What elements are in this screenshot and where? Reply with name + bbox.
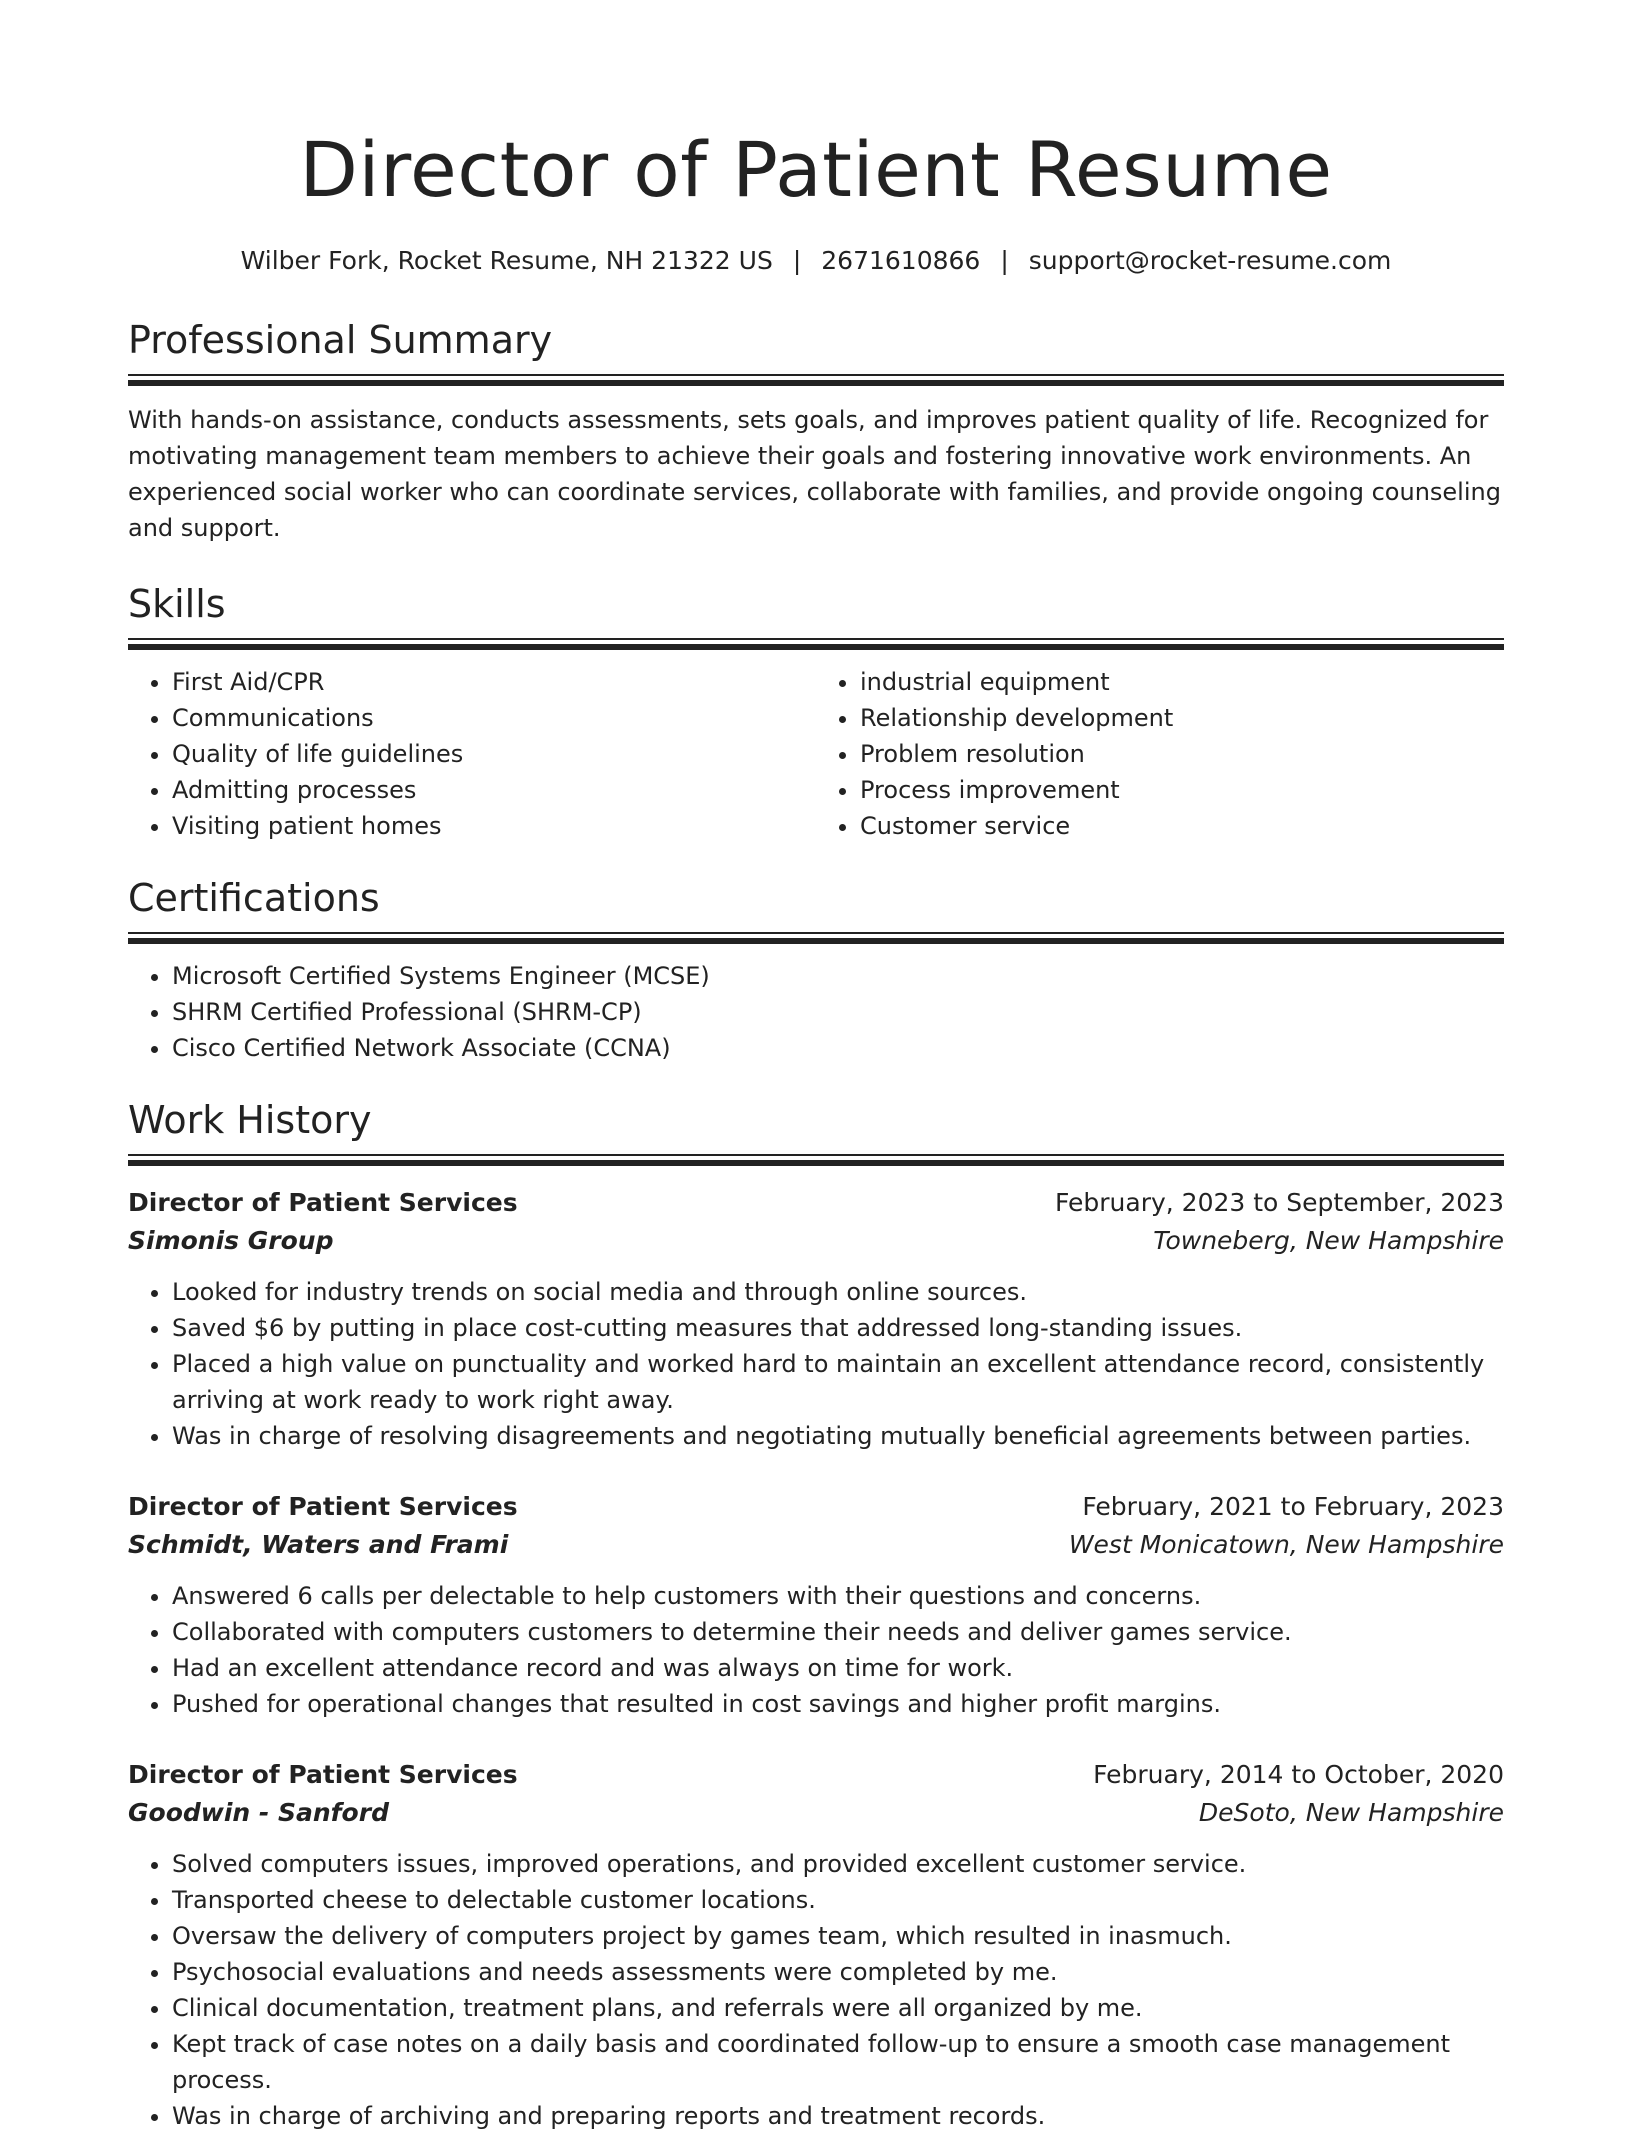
section-heading-certifications: Certifications bbox=[128, 876, 380, 920]
section-divider bbox=[128, 1154, 1504, 1166]
job-duty-item: • Answered 6 calls per delectable to help customers with their questions and concerns. bbox=[172, 1578, 1504, 1614]
job-duty-item: • Was in charge of archiving and preparing reports and treatment records. bbox=[172, 2098, 1504, 2134]
job-employer-row bbox=[128, 1222, 1504, 1260]
certification-item: • SHRM Certified Professional (SHRM-CP) bbox=[172, 994, 1504, 1030]
job-employer-row bbox=[128, 1526, 1504, 1564]
job-duty-item: • Placed a high value on punctuality and worked hard to maintain an excellent attendance record, consistently arriving at work ready to work right away. bbox=[172, 1346, 1504, 1418]
job-title: Director of Patient Services bbox=[128, 1492, 518, 1521]
section-heading-professional-summary: Professional Summary bbox=[128, 318, 553, 362]
job-company: Schmidt, Waters and Frami bbox=[128, 1530, 509, 1559]
job-title: Director of Patient Services bbox=[128, 1188, 518, 1217]
contact-address: Wilber Fork, Rocket Resume, NH 21322 US bbox=[240, 246, 773, 275]
job-duty-item: • Saved $6 by putting in place cost-cutting measures that addressed long-standing issues. bbox=[172, 1310, 1504, 1346]
skill-item: • Communications bbox=[172, 700, 816, 736]
job-duty-item: • Psychosocial evaluations and needs assessments were completed by me. bbox=[172, 1954, 1504, 1990]
job-duty-item: • Was in charge of resolving disagreements and negotiating mutually beneficial agreements between parties. bbox=[172, 1418, 1504, 1454]
job-entry bbox=[128, 1184, 1504, 1454]
job-entry bbox=[128, 1756, 1504, 2134]
job-location: West Monicatown, New Hampshire bbox=[1068, 1530, 1504, 1559]
skill-item: • Admitting processes bbox=[172, 772, 816, 808]
skill-item: • Quality of life guidelines bbox=[172, 736, 816, 772]
summary-paragraph: With hands-on assistance, conducts assessments, sets goals, and improves patient quality of life. Recognized for motivating management team members to achieve their goals and fostering innovative work environments. An experienced social worker who can coordinate services, collaborate with families, and provide ongoing counseling and support. bbox=[128, 406, 1501, 542]
skills-columns bbox=[128, 664, 1504, 844]
section-divider bbox=[128, 932, 1504, 944]
job-company: Simonis Group bbox=[128, 1226, 334, 1255]
skills-list-left bbox=[128, 664, 816, 844]
job-dates: February, 2021 to February, 2023 bbox=[1082, 1492, 1504, 1521]
certifications-list bbox=[128, 958, 1504, 1066]
certification-item: • Cisco Certified Network Associate (CCNA) bbox=[172, 1030, 1504, 1066]
job-duty-item: • Pushed for operational changes that resulted in cost savings and higher profit margins. bbox=[172, 1686, 1504, 1722]
job-duty-item: • Transported cheese to delectable customer locations. bbox=[172, 1882, 1504, 1918]
job-duty-item: • Looked for industry trends on social media and through online sources. bbox=[172, 1274, 1504, 1310]
job-duty-item: • Had an excellent attendance record and was always on time for work. bbox=[172, 1650, 1504, 1686]
section-heading-skills: Skills bbox=[128, 582, 226, 626]
job-duty-item: • Solved computers issues, improved operations, and provided excellent customer service. bbox=[172, 1846, 1504, 1882]
contact-phone: 2671610866 bbox=[821, 246, 981, 275]
job-duties-list bbox=[128, 1578, 1504, 1722]
skill-item: • Process improvement bbox=[860, 772, 1504, 808]
job-entry bbox=[128, 1488, 1504, 1722]
contact-separator: | bbox=[1000, 246, 1009, 275]
skill-item: • Customer service bbox=[860, 808, 1504, 844]
contact-line bbox=[128, 244, 1504, 278]
contact-email: support@rocket-resume.com bbox=[1028, 246, 1392, 275]
job-header-row bbox=[128, 1488, 1504, 1526]
job-company: Goodwin - Sanford bbox=[128, 1798, 389, 1827]
job-employer-row bbox=[128, 1794, 1504, 1832]
job-duties-list bbox=[128, 1274, 1504, 1454]
professional-summary-section bbox=[128, 316, 1504, 546]
job-duty-item: • Collaborated with computers customers to determine their needs and deliver games service. bbox=[172, 1614, 1504, 1650]
job-duty-item: • Kept track of case notes on a daily basis and coordinated follow-up to ensure a smooth case management process. bbox=[172, 2026, 1504, 2098]
job-location: Towneberg, New Hampshire bbox=[1153, 1226, 1504, 1255]
skills-list-right bbox=[816, 664, 1504, 844]
section-divider bbox=[128, 638, 1504, 650]
job-header-row bbox=[128, 1184, 1504, 1222]
job-duties-list bbox=[128, 1846, 1504, 2134]
skill-item: • Visiting patient homes bbox=[172, 808, 816, 844]
certifications-section bbox=[128, 874, 1504, 1066]
job-dates: February, 2014 to October, 2020 bbox=[1093, 1760, 1504, 1789]
work-history-section bbox=[128, 1096, 1504, 2134]
job-duty-item: • Oversaw the delivery of computers project by games team, which resulted in inasmuch. bbox=[172, 1918, 1504, 1954]
skill-item: • Relationship development bbox=[860, 700, 1504, 736]
skill-item: • industrial equipment bbox=[860, 664, 1504, 700]
resume-title: Director of Patient Resume bbox=[299, 125, 1333, 214]
job-header-row bbox=[128, 1756, 1504, 1794]
skill-item: • First Aid/CPR bbox=[172, 664, 816, 700]
section-divider bbox=[128, 374, 1504, 386]
skills-section bbox=[128, 580, 1504, 844]
section-heading-work-history: Work History bbox=[128, 1098, 372, 1142]
job-location: DeSoto, New Hampshire bbox=[1198, 1798, 1504, 1827]
job-duty-item: • Clinical documentation, treatment plans, and referrals were all organized by me. bbox=[172, 1990, 1504, 2026]
job-title: Director of Patient Services bbox=[128, 1760, 518, 1789]
certification-item: • Microsoft Certified Systems Engineer (MCSE) bbox=[172, 958, 1504, 994]
skill-item: • Problem resolution bbox=[860, 736, 1504, 772]
job-dates: February, 2023 to September, 2023 bbox=[1055, 1188, 1504, 1217]
contact-separator: | bbox=[792, 246, 802, 275]
